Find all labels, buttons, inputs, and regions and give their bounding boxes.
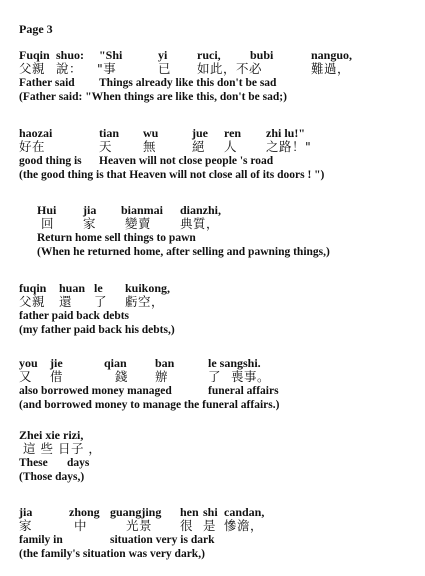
gloss-text: Father said (19, 77, 75, 89)
pinyin-word: ban (155, 356, 175, 370)
pinyin-line (19, 505, 419, 519)
chinese-word: 這 些 日子 ， (23, 441, 102, 456)
pinyin-word: guangjing (110, 505, 162, 519)
pinyin-word: Fuqin (19, 48, 50, 62)
pinyin-word: you (19, 356, 38, 370)
chinese-line (19, 442, 419, 456)
chinese-word: 喪事。 (231, 369, 271, 384)
pinyin-word: jie (50, 356, 63, 370)
chinese-word: 錢 (115, 369, 129, 384)
gloss-text: good thing is (19, 155, 82, 167)
pinyin-word: qian (104, 356, 127, 370)
chinese-word: 無 (143, 139, 157, 154)
pinyin-word: shi (203, 505, 218, 519)
pinyin-word: shuo: (56, 48, 85, 62)
chinese-word: 借 (50, 369, 64, 384)
chinese-word: 家 (19, 518, 33, 533)
pinyin-word: hen (180, 505, 199, 519)
chinese-word: 典質， (180, 216, 220, 231)
gloss-text: father paid back debts (19, 310, 130, 322)
gloss-text: funeral affairs (208, 385, 279, 397)
gloss-line (19, 533, 419, 547)
pinyin-word: haozai (19, 126, 53, 140)
pinyin-line (37, 203, 425, 217)
sentence-block-6 (19, 428, 419, 484)
translation-line: (my father paid back his debts,) (19, 324, 175, 336)
pinyin-word: jue (192, 126, 208, 140)
pinyin-word: ren (224, 126, 242, 140)
translation-line: (and borrowed money to manage the funeral affairs.) (19, 399, 280, 411)
chinese-word: 慘澹， (224, 518, 264, 533)
gloss-text: Return home sell things to pawn (37, 232, 196, 244)
gloss-text: days (67, 457, 90, 469)
translation-line: (the good thing is that Heaven will not close all of its doors ! ") (19, 169, 325, 181)
gloss-line (19, 456, 419, 470)
pinyin-line (19, 126, 419, 140)
chinese-word: 難過， (311, 61, 351, 76)
pinyin-line (19, 428, 419, 442)
gloss-line (19, 384, 419, 398)
sentence-block-3 (37, 203, 425, 259)
chinese-word: 之路！" (266, 139, 312, 154)
page-number: Page 3 (19, 22, 53, 36)
chinese-word: 已 (158, 61, 172, 76)
sentence-block-2 (19, 126, 419, 182)
pinyin-word: zhi lu!" (266, 126, 305, 140)
chinese-word: 天 (99, 139, 113, 154)
translation-line: (Father said: "When things are like this, don't be sad;) (19, 91, 287, 103)
chinese-word: 很 (180, 518, 194, 533)
pinyin-word: tian (99, 126, 120, 140)
pinyin-word: ruci, (197, 48, 221, 62)
pinyin-word: zhong (69, 505, 100, 519)
chinese-word: 人 (224, 139, 238, 154)
pinyin-word: bubi (250, 48, 274, 62)
gloss-line (37, 231, 425, 245)
chinese-word: 是 (203, 518, 217, 533)
gloss-text: family in (19, 534, 63, 546)
gloss-text: Heaven will not close people 's road (99, 155, 274, 167)
pinyin-word: candan, (224, 505, 265, 519)
pinyin-word: dianzhi, (180, 203, 222, 217)
chinese-word: 辦 (155, 369, 169, 384)
gloss-text: situation very is dark (110, 534, 215, 546)
chinese-word: 中 (74, 518, 88, 533)
chinese-word: 絕 (192, 139, 206, 154)
pinyin-word: le (94, 281, 103, 295)
pinyin-word: nanguo, (311, 48, 353, 62)
pinyin-word: "Shi (99, 48, 123, 62)
chinese-word: 父親 (19, 294, 46, 309)
pinyin-word: Zhei xie rizi, (19, 428, 84, 442)
gloss-line (19, 309, 419, 323)
chinese-word: 了 (94, 294, 108, 309)
chinese-word: 了 (208, 369, 222, 384)
pinyin-word: fuqin (19, 281, 47, 295)
chinese-word: 變賣 (125, 216, 152, 231)
chinese-word: 父親 (19, 61, 46, 76)
pinyin-word: huan (59, 281, 86, 295)
sentence-block-7 (19, 505, 419, 561)
chinese-line (19, 295, 419, 309)
gloss-line (19, 154, 419, 168)
chinese-word: 如此，不必 (197, 61, 263, 76)
pinyin-word: yi (158, 48, 168, 62)
pinyin-word: jia (83, 203, 97, 217)
chinese-line (19, 519, 419, 533)
translation-line: (the family's situation was very dark,) (19, 548, 205, 560)
chinese-line (19, 62, 419, 76)
pinyin-word: bianmai (121, 203, 164, 217)
translation-line: (Those days,) (19, 471, 85, 483)
pinyin-word: kuikong, (125, 281, 171, 295)
sentence-block-5 (19, 356, 419, 412)
chinese-word: 家 (83, 216, 97, 231)
pinyin-word: Hui (37, 203, 57, 217)
gloss-line (19, 76, 419, 90)
sentence-block-4 (19, 281, 419, 337)
pinyin-line (19, 48, 419, 62)
pinyin-line (19, 281, 419, 295)
chinese-word: 說： (56, 61, 83, 76)
chinese-word: 回 (41, 216, 55, 231)
chinese-word: 還 (59, 294, 73, 309)
pinyin-word: wu (143, 126, 159, 140)
pinyin-word: le sangshi. (208, 356, 261, 370)
translation-line: (When he returned home, after selling and pawning things,) (37, 246, 330, 258)
pinyin-line (19, 356, 419, 370)
chinese-word: 又 (19, 369, 33, 384)
gloss-text: These (19, 457, 48, 469)
pinyin-word: jia (19, 505, 33, 519)
chinese-word: 虧空， (125, 294, 165, 309)
gloss-text: also borrowed money managed (19, 385, 172, 397)
sentence-block-1 (19, 48, 419, 104)
chinese-line (19, 370, 419, 384)
chinese-word: 好在 (19, 139, 46, 154)
gloss-text: Things already like this don't be sad (99, 77, 277, 89)
chinese-line (19, 140, 419, 154)
chinese-word: 光景 (126, 518, 153, 533)
chinese-word: "事 (97, 61, 117, 76)
chinese-line (37, 217, 425, 231)
